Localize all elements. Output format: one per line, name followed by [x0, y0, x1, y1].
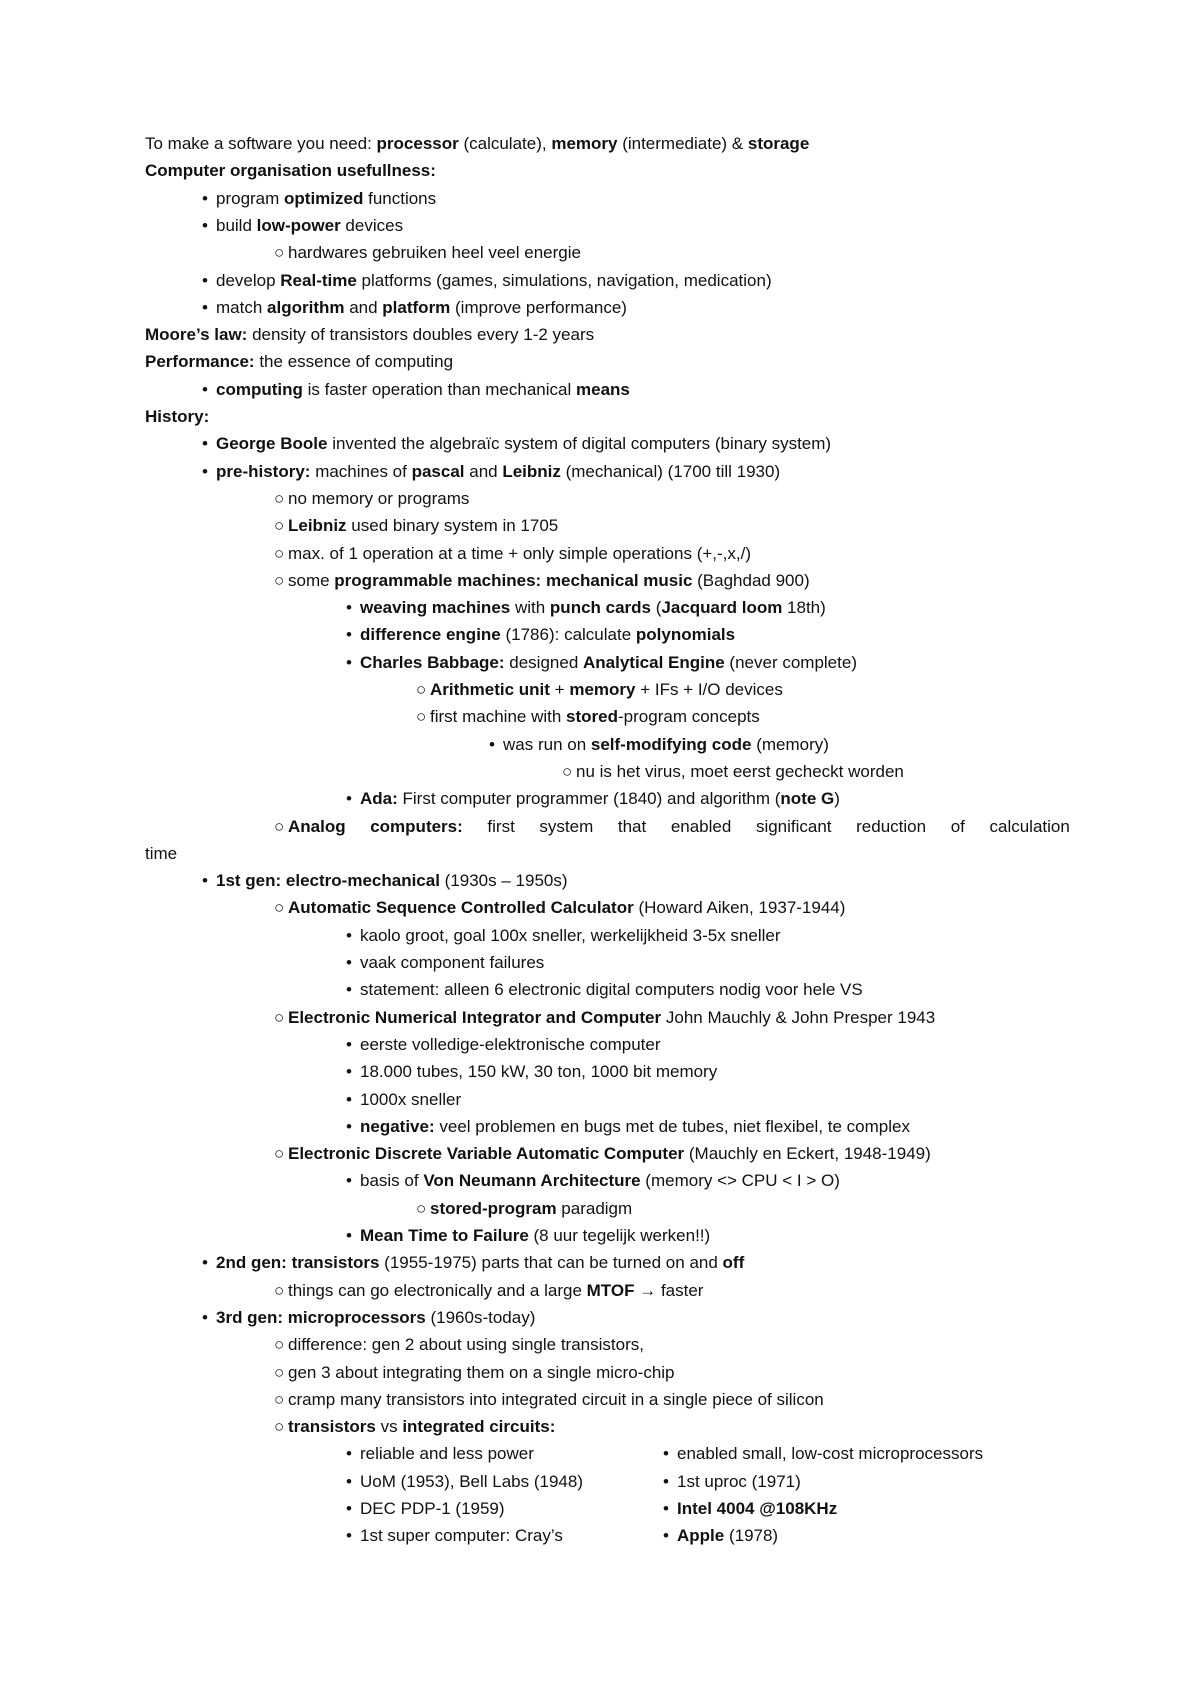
text-run: first system that enabled significant reduction of calculation: [462, 816, 1070, 836]
document-line: [202, 376, 630, 403]
document-line: [274, 1413, 555, 1440]
document-line: [145, 403, 209, 430]
document-line: [274, 239, 581, 266]
bold-text: Electronic Discrete Variable Automatic Computer: [288, 1144, 685, 1164]
comparison-left-cell: [346, 1522, 563, 1549]
text-run: first machine with: [430, 707, 567, 727]
bold-text: 1st gen:: [216, 871, 282, 891]
comparison-row: [0, 1468, 1200, 1495]
bold-text: programmable machines:: [334, 570, 542, 590]
bold-text: 2nd gen:: [216, 1253, 287, 1273]
text-run: (: [651, 598, 662, 618]
document-line: [202, 458, 780, 485]
document-line: [274, 1359, 675, 1386]
hollow-bullet-icon: ○: [416, 707, 427, 727]
bullet-icon: •: [202, 297, 208, 317]
hollow-bullet-icon: ○: [274, 1144, 285, 1164]
comparison-left-cell: [346, 1495, 505, 1522]
text-run: (1930s – 1950s): [439, 871, 568, 891]
bold-text: Von Neumann Architecture: [423, 1171, 641, 1191]
bullet-icon: •: [489, 734, 495, 754]
text-run: eerste volledige-elektronische computer: [360, 1034, 661, 1054]
text-run: (8 uur tegelijk werken!!): [528, 1226, 711, 1245]
text-run: functions: [363, 188, 437, 208]
bullet-icon: •: [202, 434, 208, 454]
text-run: 18.000 tubes, 150 kW, 30 ton, 1000 bit memory: [360, 1062, 718, 1082]
hollow-bullet-icon: ○: [274, 1335, 285, 1355]
comparison-right-cell: [663, 1522, 778, 1549]
bullet-icon: •: [346, 1034, 352, 1054]
text-run: (never complete): [724, 652, 857, 672]
text-run: ): [834, 789, 840, 809]
text-run: +: [549, 680, 570, 699]
hollow-bullet-icon: ○: [274, 898, 285, 918]
document-line: [145, 840, 177, 867]
text-run: vs: [375, 1417, 403, 1437]
bullet-icon: •: [346, 1171, 352, 1191]
bold-text: means: [576, 379, 630, 399]
bold-text: Apple: [677, 1526, 725, 1546]
bullet-icon: •: [346, 625, 352, 645]
comparison-row: [0, 1522, 1200, 1549]
document-line: [202, 1304, 535, 1331]
text-run: the essence of computing: [254, 352, 454, 372]
text-run: difference: gen 2 about using single transistors,: [288, 1335, 644, 1355]
bold-text: Charles Babbage:: [360, 652, 505, 672]
text-run: kaolo groot, goal 100x sneller, werkelijkheid 3-5x sneller: [360, 925, 781, 945]
document-line: [274, 894, 845, 921]
bold-text: George Boole: [216, 434, 328, 454]
document-line: [274, 1386, 824, 1413]
bullet-icon: •: [346, 1471, 352, 1491]
text-run: develop: [216, 270, 281, 290]
text-run: and: [344, 297, 383, 317]
document-line: [346, 1031, 661, 1058]
document-line: [416, 1195, 632, 1222]
hollow-bullet-icon: ○: [274, 243, 285, 263]
text-run: statement: alleen 6 electronic digital computers nodig voor hele VS: [360, 980, 863, 1000]
hollow-bullet-icon: ○: [562, 761, 573, 781]
text-run: cramp many transistors into integrated circuit in a single piece of silicon: [288, 1389, 824, 1409]
bold-text: 3rd gen:: [216, 1307, 284, 1327]
hollow-bullet-icon: ○: [274, 570, 285, 590]
text-run: (intermediate) &: [617, 134, 748, 153]
bold-text: punch cards: [549, 598, 652, 618]
document-line: [346, 976, 863, 1003]
bold-text: electro-mechanical: [285, 871, 440, 891]
document-line: [274, 1004, 935, 1031]
bold-text: negative:: [360, 1116, 435, 1136]
bullet-icon: •: [346, 1089, 352, 1109]
bold-text: MTOF: [586, 1280, 635, 1300]
document-line: [145, 157, 436, 184]
document-line: [202, 430, 831, 457]
bold-text: memory: [569, 680, 636, 699]
bold-text: transistors: [291, 1253, 380, 1273]
hollow-bullet-icon: ○: [274, 516, 285, 536]
bullet-icon: •: [346, 1116, 352, 1136]
text-run: invented the algebraïc system of digital computers (binary system): [327, 434, 832, 454]
document-line: [416, 676, 783, 703]
hollow-bullet-icon: ○: [274, 1280, 285, 1300]
bold-text: memory: [551, 134, 618, 153]
bullet-icon: •: [202, 215, 208, 235]
text-run: (1786): calculate: [500, 625, 636, 645]
document-line: [346, 785, 840, 812]
text-run: machines of: [310, 461, 412, 481]
bold-text: Analog computers:: [288, 816, 463, 836]
document-line: [346, 1058, 717, 1085]
text-run: (1960s-today): [425, 1307, 536, 1327]
text-run: reliable and less power: [360, 1444, 534, 1464]
bullet-icon: •: [346, 1062, 352, 1082]
text-run: enabled small, low-cost microprocessors: [677, 1444, 984, 1464]
comparison-row: [0, 1440, 1200, 1467]
text-run: (1978): [724, 1526, 779, 1546]
bold-text: platform: [382, 297, 451, 317]
bullet-icon: •: [202, 1253, 208, 1273]
bold-text: storage: [747, 134, 810, 153]
document-line: [274, 1140, 931, 1167]
bold-text: Intel 4004 @108KHz: [677, 1499, 838, 1518]
bold-text: microprocessors: [287, 1307, 426, 1327]
bullet-icon: •: [663, 1444, 669, 1464]
bullet-icon: •: [346, 1444, 352, 1464]
hollow-bullet-icon: ○: [274, 488, 285, 508]
hollow-bullet-icon: ○: [274, 1362, 285, 1382]
text-run: nu is het virus, moet eerst gecheckt worden: [576, 761, 904, 781]
text-run: (memory): [751, 734, 829, 754]
text-run: faster: [660, 1280, 704, 1300]
bullet-icon: •: [346, 598, 352, 618]
text-run: gen 3 about integrating them on a single micro-chip: [288, 1362, 675, 1382]
text-run: (1955-1975) parts that can be turned on and: [379, 1253, 723, 1273]
document-line: [202, 294, 627, 321]
text-run: basis of: [360, 1171, 424, 1191]
document-line: [274, 1331, 644, 1358]
text-run: veel problemen en bugs met de tubes, niet flexibel, te complex: [434, 1116, 910, 1136]
text-run: no memory or programs: [288, 488, 470, 508]
text-run: things can go electronically and a large: [288, 1280, 587, 1300]
document-line: [145, 348, 453, 375]
text-run: First computer programmer (1840) and algorithm (: [397, 789, 781, 809]
document-line: [346, 922, 781, 949]
hollow-bullet-icon: ○: [416, 680, 427, 699]
comparison-right-cell: [663, 1495, 837, 1522]
text-run: density of transistors doubles every 1-2 years: [247, 325, 595, 345]
text-run: 1000x sneller: [360, 1089, 462, 1109]
bullet-icon: •: [346, 925, 352, 945]
bold-text: Analytical Engine: [583, 652, 725, 672]
bullet-icon: •: [346, 980, 352, 1000]
bold-text: low-power: [256, 215, 341, 235]
document-line: [489, 731, 829, 758]
document-line: [274, 813, 1070, 840]
hollow-bullet-icon: ○: [416, 1198, 427, 1218]
bold-text: History:: [145, 407, 210, 426]
bold-text: difference engine: [360, 625, 501, 645]
comparison-row: [0, 1495, 1200, 1522]
text-run: paradigm: [556, 1198, 633, 1218]
text-run: -program concepts: [618, 707, 760, 727]
bold-text: algorithm: [267, 297, 345, 317]
bold-text: polynomials: [635, 625, 736, 645]
bullet-icon: •: [346, 789, 352, 809]
text-run: max. of 1 operation at a time + only simple operations (+,-,x,/): [288, 543, 751, 563]
text-run: John Mauchly & John Presper 1943: [661, 1007, 936, 1027]
bold-text: mechanical music: [545, 570, 693, 590]
text-run: DEC PDP-1 (1959): [360, 1499, 505, 1518]
bold-text: off: [722, 1253, 745, 1273]
document-line: [346, 621, 735, 648]
document-line: [274, 512, 558, 539]
bold-text: Jacquard loom: [661, 598, 783, 618]
bold-text: pre-history:: [216, 461, 311, 481]
comparison-right-cell: [663, 1468, 801, 1495]
bullet-icon: •: [663, 1499, 669, 1518]
text-run: match: [216, 297, 268, 317]
bold-text: processor: [376, 134, 459, 153]
text-run: (Mauchly en Eckert, 1948-1949): [684, 1144, 931, 1164]
document-line: [202, 267, 772, 294]
comparison-left-cell: [346, 1468, 583, 1495]
document-line: [202, 1249, 744, 1276]
bold-text: stored: [566, 707, 619, 727]
bullet-icon: •: [346, 1499, 352, 1518]
document-line: [274, 485, 469, 512]
bold-text: stored-program: [430, 1198, 557, 1218]
text-run: 18th): [782, 598, 826, 618]
hollow-bullet-icon: ○: [274, 1007, 285, 1027]
bold-text: Mean Time to Failure: [360, 1226, 529, 1245]
bold-text: →: [634, 1280, 661, 1300]
bullet-icon: •: [202, 1307, 208, 1327]
bold-text: self-modifying code: [590, 734, 752, 754]
bold-text: Electronic Numerical Integrator and Computer: [288, 1007, 662, 1027]
comparison-left-cell: [346, 1440, 534, 1467]
bold-text: weaving machines: [360, 598, 511, 618]
bullet-icon: •: [663, 1471, 669, 1491]
document-line: [346, 649, 857, 676]
bullet-icon: •: [346, 1526, 352, 1546]
text-run: platforms (games, simulations, navigation, medication): [356, 270, 772, 290]
document-line: [202, 185, 436, 212]
bullet-icon: •: [202, 270, 208, 290]
document-line: [562, 758, 904, 785]
bullet-icon: •: [346, 1226, 352, 1245]
text-run: designed: [504, 652, 583, 672]
bold-text: optimized: [284, 188, 364, 208]
text-run: hardwares gebruiken heel veel energie: [288, 243, 581, 263]
text-run: time: [145, 843, 178, 863]
hollow-bullet-icon: ○: [274, 543, 285, 563]
document-line: [274, 540, 751, 567]
bullet-icon: •: [663, 1526, 669, 1546]
bold-text: pascal: [411, 461, 465, 481]
text-run: and: [464, 461, 503, 481]
bold-text: note G: [780, 789, 835, 809]
document-line: [145, 130, 809, 157]
bold-text: Arithmetic unit: [430, 680, 550, 699]
document-line: [274, 567, 810, 594]
hollow-bullet-icon: ○: [274, 1389, 285, 1409]
hollow-bullet-icon: ○: [274, 1417, 285, 1437]
bold-text: Leibniz: [288, 516, 347, 536]
document-line: [416, 703, 760, 730]
text-run: UoM (1953), Bell Labs (1948): [360, 1471, 584, 1491]
document-line: [145, 321, 594, 348]
text-run: To make a software you need:: [145, 134, 377, 153]
bold-text: Real-time: [280, 270, 357, 290]
text-run: with: [510, 598, 550, 618]
bullet-icon: •: [202, 871, 208, 891]
text-run: some: [288, 570, 335, 590]
text-run: (memory <> CPU < I > O): [640, 1171, 840, 1191]
document-line: [274, 1277, 703, 1304]
document-line: [202, 212, 403, 239]
text-run: (improve performance): [450, 297, 627, 317]
bullet-icon: •: [346, 953, 352, 972]
bullet-icon: •: [202, 461, 208, 481]
text-run: + IFs + I/O devices: [635, 680, 783, 699]
bold-text: Computer organisation usefullness:: [145, 161, 436, 181]
text-run: program: [216, 188, 285, 208]
bullet-icon: •: [202, 188, 208, 208]
text-run: build: [216, 215, 257, 235]
bold-text: transistors: [288, 1417, 376, 1437]
bold-text: Ada:: [360, 789, 398, 809]
bold-text: Automatic Sequence Controlled Calculator: [288, 898, 634, 918]
text-run: was run on: [503, 734, 591, 754]
text-run: (Baghdad 900): [692, 570, 810, 590]
document-line: [346, 1113, 910, 1140]
bold-text: Moore’s law:: [145, 325, 248, 345]
bold-text: Performance:: [145, 352, 255, 372]
text-run: 1st super computer: Cray’s: [360, 1526, 563, 1546]
document-line: [202, 867, 568, 894]
document-line: [346, 1167, 840, 1194]
document-line: [346, 1222, 710, 1249]
text-run: devices: [340, 215, 404, 235]
comparison-right-cell: [663, 1440, 983, 1467]
text-run: 1st uproc (1971): [677, 1471, 801, 1491]
hollow-bullet-icon: ○: [274, 816, 285, 836]
text-run: used binary system in 1705: [346, 516, 559, 536]
text-run: (mechanical) (1700 till 1930): [560, 461, 781, 481]
document-line: [346, 1086, 461, 1113]
bold-text: Leibniz: [502, 461, 561, 481]
bold-text: integrated circuits:: [402, 1417, 556, 1437]
text-run: (calculate),: [458, 134, 552, 153]
bullet-icon: •: [202, 379, 208, 399]
text-run: vaak component failures: [360, 953, 545, 972]
text-run: is faster operation than mechanical: [302, 379, 576, 399]
text-run: (Howard Aiken, 1937-1944): [633, 898, 846, 918]
document-line: [346, 594, 826, 621]
bullet-icon: •: [346, 652, 352, 672]
document-line: [346, 949, 544, 976]
bold-text: computing: [216, 379, 303, 399]
